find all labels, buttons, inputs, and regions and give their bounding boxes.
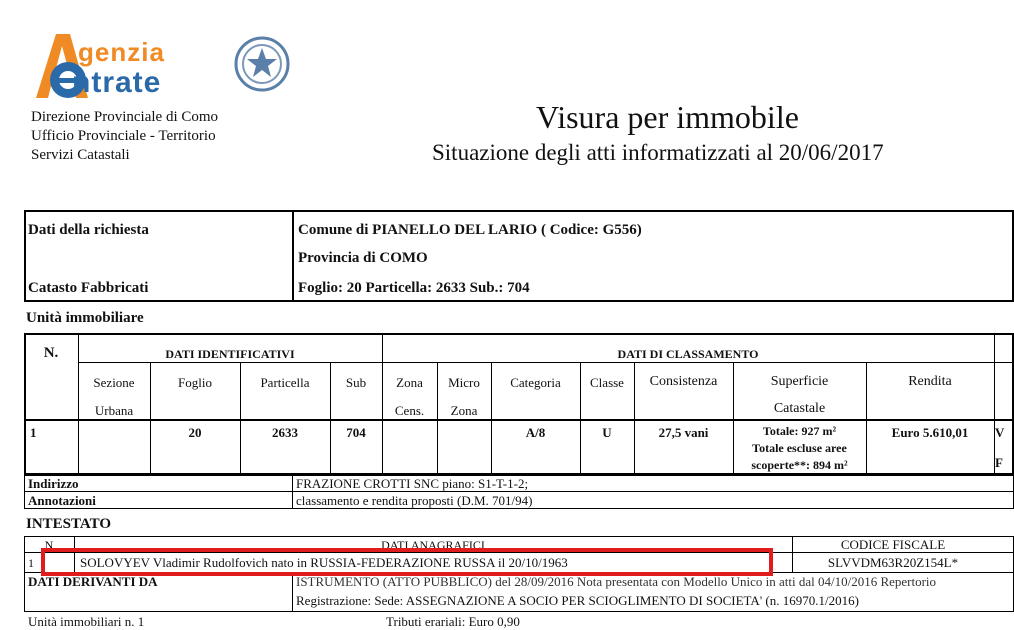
- header-dati-identificativi: DATI IDENTIFICATIVI: [165, 347, 295, 361]
- row-n: 1: [30, 425, 37, 440]
- label-dati-derivanti: DATI DERIVANTI DA: [28, 574, 158, 589]
- footer-units: Unità immobiliari n. 1: [28, 614, 145, 629]
- derivanti-line-1: ISTRUMENTO (ATTO PUBBLICO) del 28/09/2016 Nota presentata con Modello Unico in atti dal 04/10/2016 Repertorio: [296, 574, 937, 589]
- divider: [994, 333, 995, 475]
- col-sezione: Sezione: [93, 375, 135, 390]
- logo-word-agenzia: genzia: [78, 37, 165, 67]
- provincia-value: Provincia di COMO: [298, 250, 428, 266]
- derivanti-line-2: Registrazione: Sede: ASSEGNAZIONE A SOCIO PER SCIOGLIMENTO DI SOCIETA' (n. 16970.1/2016): [296, 593, 859, 608]
- office-services: Servizi Catastali: [31, 147, 130, 163]
- row-edge-cut-1: V: [995, 425, 1005, 440]
- owner-header-cf: CODICE FISCALE: [840, 537, 946, 552]
- request-label: Dati della richiesta: [28, 222, 149, 238]
- row-superficie-escluse: Totale escluse aree: [752, 441, 847, 455]
- label-indirizzo: Indirizzo: [28, 476, 79, 491]
- logo-word-entrate: ntrate: [72, 66, 162, 99]
- col-micro-zona: Zona: [450, 403, 478, 418]
- divider: [292, 572, 293, 612]
- col-zona: Zona: [396, 375, 423, 390]
- col-foglio: Foglio: [178, 375, 212, 390]
- label-annotazioni: Annotazioni: [28, 493, 96, 508]
- row-categoria: A/8: [525, 425, 546, 440]
- highlight-box: [41, 548, 773, 576]
- catasto-label: Catasto Fabbricati: [28, 280, 149, 296]
- row-superficie-totale: Totale: 927 m²: [762, 424, 837, 438]
- unit-section-title: Unità immobiliare: [26, 310, 144, 326]
- header-dati-classamento: DATI DI CLASSAMENTO: [617, 347, 759, 361]
- document-subtitle: Situazione degli atti informatizzati al 20/06/2017: [432, 140, 884, 165]
- col-cens: Cens.: [394, 403, 425, 418]
- col-urbana: Urbana: [94, 403, 134, 418]
- document-title: Visura per immobile: [536, 99, 799, 135]
- col-sub: Sub: [345, 375, 367, 390]
- owner-section-title: INTESTATO: [26, 516, 112, 532]
- row-superficie-scoperte: scoperte**: 894 m²: [751, 458, 848, 472]
- col-consistenza: Consistenza: [649, 374, 718, 389]
- row-consistenza: 27,5 vani: [658, 425, 709, 440]
- owner-codice-fiscale: SLVVDM63R20Z154L*: [827, 555, 959, 570]
- owner-anagrafica: SOLOVYEV Vladimir Rudolfovich nato in RUSSIA-FEDERAZIONE RUSSA il 20/10/1963: [80, 555, 568, 570]
- comune-value: Comune di PIANELLO DEL LARIO ( Codice: G556): [298, 222, 642, 238]
- col-rendita: Rendita: [908, 374, 952, 389]
- col-micro: Micro: [448, 375, 480, 390]
- office-provincial: Ufficio Provinciale - Territorio: [31, 128, 216, 144]
- republic-emblem-icon: [236, 38, 288, 90]
- owner-header-dati: DATI ANAGRAFICI: [381, 538, 485, 552]
- foglio-value: Foglio: 20 Particella: 2633 Sub.: 704: [298, 280, 530, 296]
- col-particella: Particella: [260, 375, 310, 390]
- row-foglio: 20: [188, 425, 202, 440]
- row-classe: U: [602, 425, 612, 440]
- owner-header-n: N: [44, 538, 54, 552]
- divider: [78, 362, 1014, 363]
- row-edge-cut-2: F: [995, 455, 1003, 470]
- divider: [292, 210, 294, 302]
- row-rendita: Euro 5.610,01: [891, 425, 969, 440]
- value-indirizzo: FRAZIONE CROTTI SNC piano: S1-T-1-2;: [296, 476, 529, 491]
- col-superficie: Superficie: [770, 374, 829, 389]
- value-annotazioni: classamento e rendita proposti (D.M. 701/94): [296, 493, 533, 508]
- header-n: N.: [43, 345, 59, 361]
- col-categoria: Categoria: [510, 375, 561, 390]
- footer-tributi: Tributi erariali: Euro 0,90: [386, 614, 520, 629]
- owner-n: 1: [28, 556, 34, 570]
- col-catastale: Catastale: [773, 401, 826, 416]
- office-directorate: Direzione Provinciale di Como: [31, 109, 219, 125]
- row-sub: 704: [346, 425, 366, 440]
- row-particella: 2633: [272, 425, 298, 440]
- divider: [292, 475, 293, 509]
- col-classe: Classe: [590, 375, 624, 390]
